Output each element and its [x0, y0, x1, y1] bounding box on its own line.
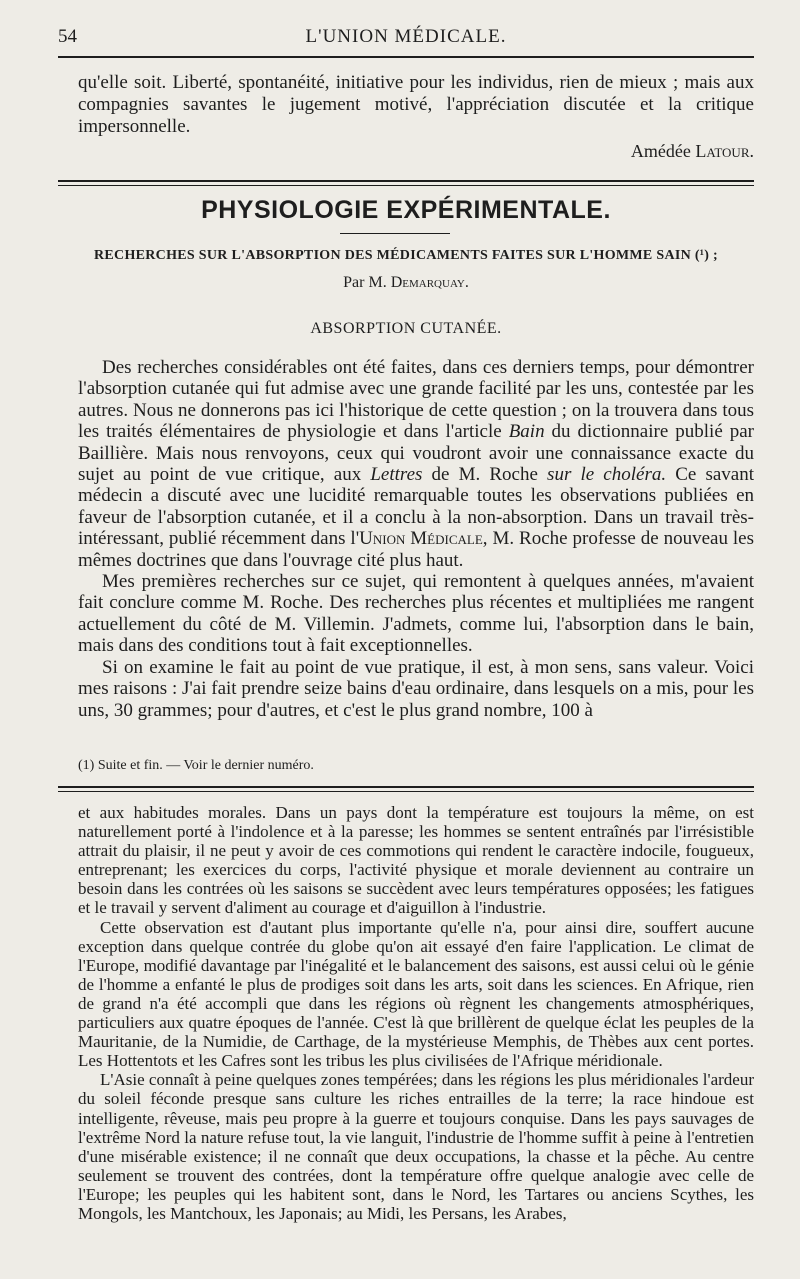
feuilleton-rule-thin: [58, 791, 754, 792]
bottom-paragraph-3: L'Asie connaît à peine quelques zones tempérées; dans les régions les plus méridionales l'ardeur du soleil féconde presque sans culture les riches entrailles de la terre; la race hindoue est intelligente, rêveuse, mais peu propre à la guerre et toujours conquise. Dans les pays sauvages de l'extrême Nord la nature refuse tout, la vie languit, l'industrie de l'homme suffit à peine à l'entretien d'une misérable existence; il ne connaît que deux occupations, la chasse et la pêche. Au centre seulement se trouvent des contrées, dont la température offre quelque analogie avec celle de l'Europe; les peuples qui les habitent sont, dans le Nord, les Tartares ou anciens Scythes, les Mongols, les Mantchoux, les Japonais; au Midi, les Persans, les Arabes,: [78, 1070, 754, 1223]
section-rule-top: [58, 180, 754, 182]
feuilleton-rule: [58, 786, 754, 788]
title-short-rule: [340, 233, 450, 234]
text-run: , M. Roche professe de nouveau les mêmes doctrines que dans l'ouvrage cité plus haut.: [78, 528, 754, 571]
main-text: [78, 357, 754, 721]
top-paragraph: [78, 72, 754, 162]
section-title: PHYSIOLOGIE EXPÉRIMENTALE.: [201, 196, 611, 224]
bottom-text: [78, 803, 754, 1223]
author-prefix: Par M.: [343, 274, 387, 291]
italic-lettres: Lettres: [370, 464, 423, 486]
footnote: (1) Suite et fin. — Voir le dernier numéro.: [78, 758, 314, 773]
running-title: L'UNION MÉDICALE.: [305, 26, 507, 47]
header-rule: [58, 56, 754, 58]
signature-first-name: Amédée: [630, 141, 691, 161]
page-number: 54: [58, 26, 77, 47]
main-paragraph-2: Mes premières recherches sur ce sujet, qui remontent à quelques années, m'avaient fait conclure comme M. Roche. Des recherches plus récentes et multipliées me rangent actuellement du côté de M. Villemin. J'admets, comme lui, l'absorption dans le bain, mais dans des conditions tout à fait exceptionnelles.: [78, 571, 754, 657]
bottom-paragraph-2: Cette observation est d'autant plus importante qu'elle n'a, pour ainsi dire, souffert aucune exception dans quelque contrée du globe qu'on ait essayé d'en faire l'application. Le climat de l'Europe, modifié davantage par l'inégalité et le balancement des saisons, est aussi celui où le génie de l'homme a enfanté le plus de prodiges soit dans les arts, soit dans les sciences. En Afrique, rien de grand n'a été accompli que dans les régions où règnent les changements atmosphériques, particuliers aux quatre époques de l'année. C'est là que brillèrent de quelque éclat les peuples de la Mauritanie, de la Numidie, de Carthage, de la mystérieuse Memphis, de Thèbes aux cent portes. Les Hottentots et les Cafres sont les tribus les plus civilisées de l'Afrique méridionale.: [78, 917, 754, 1071]
main-paragraph-3: Si on examine le fait au point de vue pratique, il est, à mon sens, sans valeur. Voici mes raisons : J'ai fait prendre seize bains d'eau ordinaire, dans lesquels on a mis, pour les uns, 30 grammes; pour d'autres, et c'est le plus grand nombre, 100 à: [78, 656, 754, 721]
page-header: [58, 20, 754, 50]
text-run: Des recherches considérables ont été faites, dans ces derniers temps, pour démontrer l'absorption cutanée qui fut admise avec une grande facilité par les uns, contestée par les autres. Nous ne donnerons pas ici l'historique de cette question ; on la trouvera dans tous les traités élémentaires de physiologie et dans l'article: [78, 357, 754, 443]
article-title: RECHERCHES SUR L'ABSORPTION DES MÉDICAMENTS FAITES SUR L'HOMME SAIN (¹) ;: [93, 248, 719, 263]
italic-cholera: sur le choléra.: [547, 464, 667, 486]
italic-bain: Bain: [508, 421, 545, 443]
text-run: de M. Roche: [422, 464, 548, 486]
signature-last-name: Latour.: [695, 141, 754, 161]
journal-name: Union Médicale: [359, 528, 483, 550]
subsection-title: ABSORPTION CUTANÉE.: [310, 320, 502, 337]
text-run: du dictionnaire publié par Baillière. Mais nous renvoyons, ceux qui voudront avoir une connaissance exacte du sujet au point de vue critique, aux: [78, 421, 754, 486]
section-rule-top-thin: [58, 185, 754, 186]
main-paragraph-1: [78, 357, 754, 571]
bottom-paragraph-1: et aux habitudes morales. Dans un pays dont la température est toujours la même, on est naturellement porté à l'indolence et à la paresse; les hommes se sentent entraînés par l'irrésistible attrait du plaisir, il ne peut y avoir de ces commotions qui rendent le caractère indocile, fougueux, entreprenant; les exercices du corps, l'activité physique et morale deviennent au contraire un besoin dans les contrées où les saisons se succèdent avec leurs températures opposées; les fatigues et le travail y servent d'aliment au courage et d'aiguillon à l'industrie.: [78, 803, 754, 918]
author-name: Demarquay.: [390, 274, 469, 291]
article-author: [58, 274, 754, 292]
signature: [78, 140, 754, 162]
top-paragraph-text: qu'elle soit. Liberté, spontanéité, initiative pour les individus, rien de mieux ; mais aux compagnies savantes le jugement motivé, l'appréciation discutée et la critique impersonnelle.: [78, 72, 754, 137]
text-run: Ce savant médecin a discuté avec une lucidité remarquable toutes les observations publiées en faveur de l'absorption cutanée, et il a conclu à la non-absorption. Dans un travail très-intéressant, publié récemment dans l': [78, 464, 754, 550]
